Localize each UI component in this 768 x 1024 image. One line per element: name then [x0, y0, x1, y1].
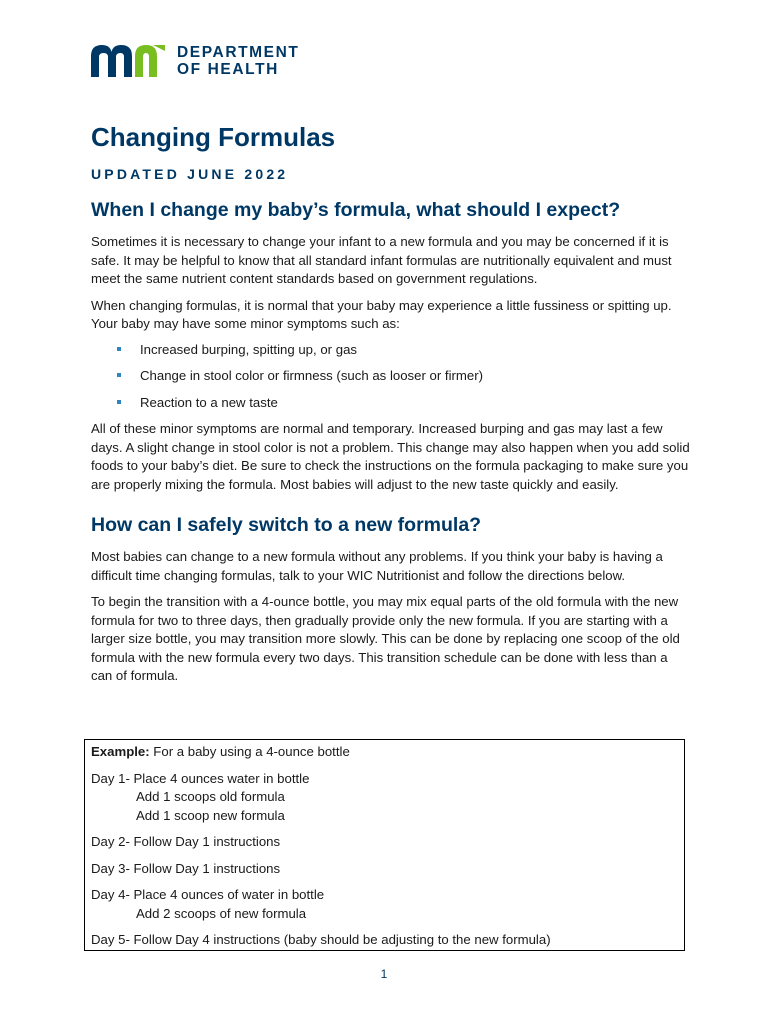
section1-paragraph-3: All of these minor symptoms are normal and temporary. Increased burping and gas may last a few days. A slight change in stool color is not a problem. This change may also happen when you add solid foods to your baby’s diet. Be sure to check the instructions on the formula packaging to make sure you are properly mixing the formula. Most babies will adjust to the new taste quickly and easily. [91, 421, 690, 492]
example-label: Example: [91, 744, 150, 759]
section2-heading: How can I safely switch to a new formula? [91, 514, 482, 536]
example-day1-step-b: Add 1 scoop new formula [136, 807, 285, 823]
page-title: Changing Formulas [91, 122, 336, 152]
list-item: Change in stool color or firmness (such as looser or firmer) [91, 367, 691, 386]
bullet-icon [117, 347, 121, 351]
section1-heading: When I change my baby’s formula, what should I expect? [91, 199, 621, 221]
bullet-icon [117, 373, 121, 377]
page-number: 1 [380, 967, 388, 981]
logo-text-line1: DEPARTMENT [177, 44, 300, 61]
list-item: Reaction to a new taste [91, 394, 691, 413]
section1-paragraph-2: When changing formulas, it is normal that your baby may experience a little fussiness or spitting up. Your baby may have some minor symptoms such as: [91, 297, 672, 331]
symptoms-list [91, 341, 691, 413]
example-box [84, 739, 685, 951]
section2-paragraph-2: To begin the transition with a 4-ounce bottle, you may mix equal parts of the old formula with the new formula for two to three days, then gradually provide only the new formula. If you are starting with a larger size bottle, you may transition more slowly. This can be done by replacing one scoop of the old formula with the new formula every two days. This transition schedule can be done with less than a can of formula. [91, 594, 680, 683]
mdh-logo [91, 43, 300, 79]
example-day4: Day 4- Place 4 ounces of water in bottle [91, 887, 325, 902]
example-day3: Day 3- Follow Day 1 instructions [91, 860, 281, 876]
section1-paragraph-1: Sometimes it is necessary to change your infant to a new formula and you may be concerned if it is safe. It may be helpful to know that all standard infant formulas are nutritionally equivalent and must meet the same nutrient content standards based on government regulations. [91, 234, 672, 286]
example-day5: Day 5- Follow Day 4 instructions (baby should be adjusting to the new formula) [91, 932, 551, 947]
example-day1-step-a: Add 1 scoops old formula [136, 789, 285, 804]
bullet-icon [117, 400, 121, 404]
example-day4-step-a: Add 2 scoops of new formula [136, 905, 307, 921]
updated-date: UPDATED JUNE 2022 [91, 166, 289, 182]
mn-logo-icon [91, 43, 167, 79]
example-day1: Day 1- Place 4 ounces water in bottle [91, 770, 310, 786]
document-content [91, 118, 691, 686]
example-intro: Example: For a baby using a 4-ounce bottle [91, 744, 350, 759]
section2-paragraph-1: Most babies can change to a new formula without any problems. If you think your baby is having a difficult time changing formulas, talk to your WIC Nutritionist and follow the directions below. [91, 549, 663, 583]
list-item: Increased burping, spitting up, or gas [91, 341, 691, 360]
logo-text-line2: OF HEALTH [177, 61, 279, 78]
example-day2: Day 2- Follow Day 1 instructions [91, 834, 281, 849]
